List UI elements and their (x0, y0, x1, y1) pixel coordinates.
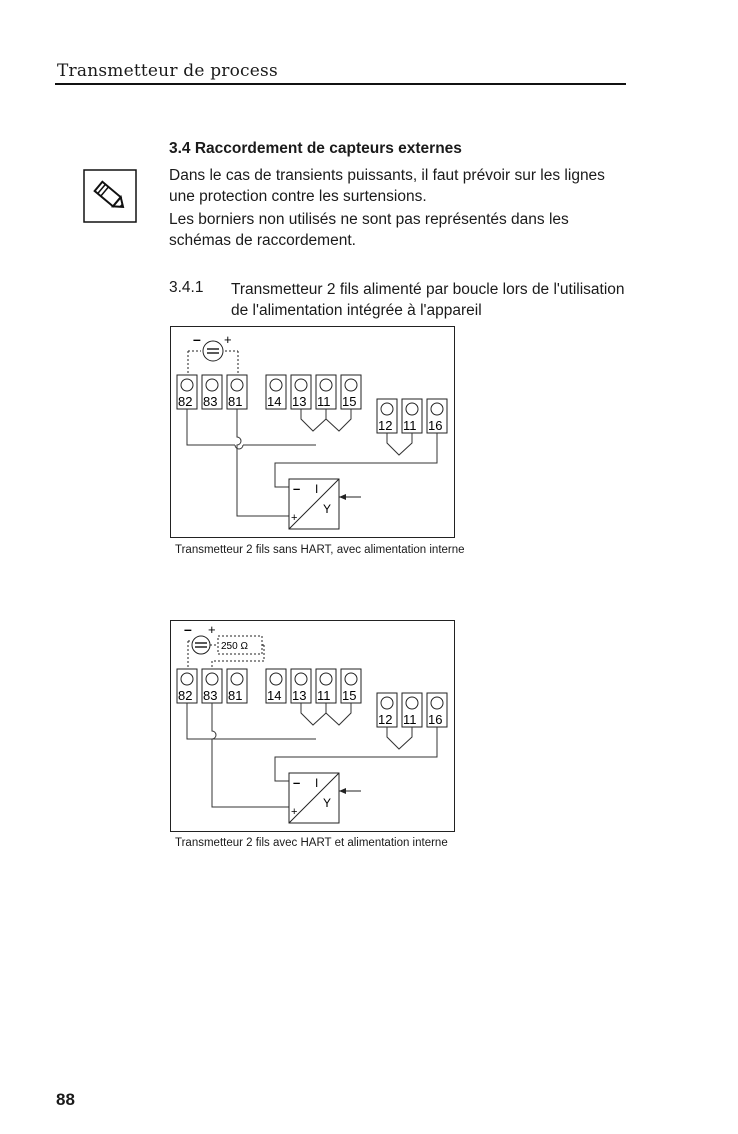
terminal-11: 11 (317, 688, 331, 703)
header-rule (55, 83, 626, 85)
transmitter-current-label: I (315, 776, 319, 790)
terminal-block-left (177, 669, 247, 703)
terminal-12: 12 (378, 712, 393, 727)
terminal-11-right: 11 (403, 712, 417, 727)
transmitter-output-label: Y (323, 502, 332, 516)
figure1-caption: Transmetteur 2 fils sans HART, avec alimentation interne (175, 544, 465, 556)
transmitter-minus: – (293, 775, 301, 790)
transmitter-symbol (289, 479, 361, 529)
terminal-13: 13 (292, 394, 307, 409)
subsection-title: Transmetteur 2 fils alimenté par boucle lors de l'utilisation de l'alimentation intégrée à l'appareil (231, 281, 625, 319)
terminal-15: 15 (342, 394, 357, 409)
transmitter-plus: + (291, 512, 298, 524)
running-header-title: Transmetteur de process (57, 61, 278, 81)
transmitter-minus: – (293, 481, 301, 496)
section-heading: 3.4 Raccordement de capteurs externes (169, 140, 462, 157)
page-number: 88 (56, 1090, 75, 1109)
supply-minus: – (193, 331, 201, 347)
terminal-82: 82 (178, 688, 193, 703)
terminal-82: 82 (178, 394, 193, 409)
supply-minus: – (184, 621, 192, 637)
figure2-caption: Transmetteur 2 fils avec HART et alimentation interne (175, 837, 448, 849)
wiring-diagram-without-hart (170, 326, 455, 538)
terminal-11-right: 11 (403, 418, 417, 433)
terminal-83: 83 (203, 394, 218, 409)
terminal-14: 14 (267, 394, 282, 409)
wiring-diagram-with-hart (170, 620, 455, 832)
internal-supply-symbol (188, 331, 238, 375)
supply-plus: + (224, 332, 232, 347)
terminal-81: 81 (228, 394, 243, 409)
terminal-13: 13 (292, 688, 307, 703)
paragraph-unused-terminals: Les borniers non utilisés ne sont pas représentés dans les schémas de raccordement. (169, 211, 569, 249)
supply-plus: + (208, 622, 216, 637)
transmitter-symbol (289, 773, 361, 823)
terminal-block-middle (266, 669, 361, 703)
paragraph-surge-protection: Dans le cas de transients puissants, il faut prévoir sur les lignes une protection contre les surtensions. (169, 167, 605, 205)
transmitter-output-label: Y (323, 796, 332, 810)
pencil-note-icon (83, 169, 137, 223)
terminal-block-right (377, 399, 447, 433)
terminal-16: 16 (428, 418, 443, 433)
terminal-83: 83 (203, 688, 218, 703)
transmitter-plus: + (291, 806, 298, 818)
terminal-12: 12 (378, 418, 393, 433)
terminal-block-right (377, 693, 447, 727)
terminal-block-middle (266, 375, 361, 409)
terminal-81: 81 (228, 688, 243, 703)
resistor-250-ohm: 250 Ω (221, 641, 248, 652)
internal-supply-symbol (184, 621, 264, 669)
terminal-16: 16 (428, 712, 443, 727)
terminal-11: 11 (317, 394, 331, 409)
terminal-block-left (177, 375, 247, 409)
transmitter-current-label: I (315, 482, 319, 496)
terminal-14: 14 (267, 688, 282, 703)
terminal-15: 15 (342, 688, 357, 703)
subsection-number: 3.4.1 (169, 279, 204, 296)
